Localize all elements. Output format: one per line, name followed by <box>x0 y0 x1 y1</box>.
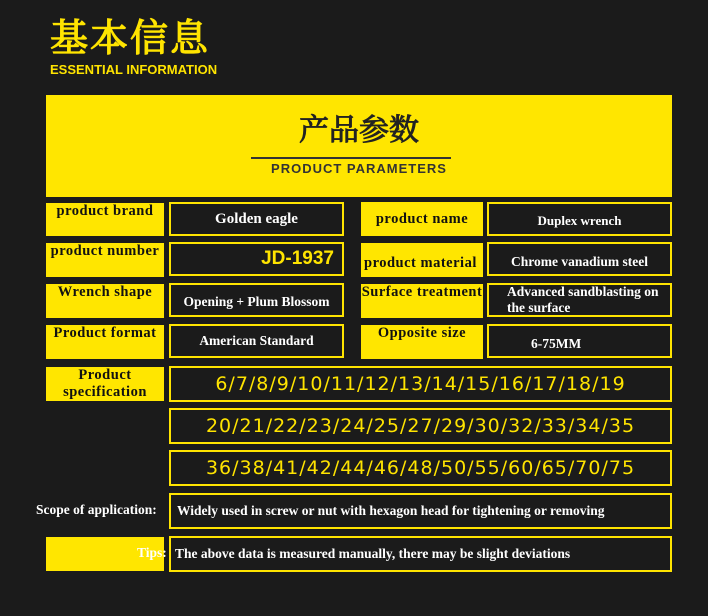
banner-title-cn: 产品参数 <box>299 113 419 148</box>
tips-label: Tips: <box>137 545 167 560</box>
spec-line-3: 36/38/41/42/44/46/48/50/55/60/65/70/75 <box>169 450 672 486</box>
scope-text: Widely used in screw or nut with hexagon head for tightening or removing <box>169 493 672 529</box>
label-product-brand: product brand <box>46 203 164 236</box>
section-title-en: ESSENTIAL INFORMATION <box>50 62 218 77</box>
label-product-specification: Product specification <box>46 367 164 401</box>
label-wrench-shape: Wrench shape <box>46 284 164 318</box>
section-title-cn: 基本信息 <box>50 16 211 60</box>
value-opposite-size: 6-75MM <box>487 324 672 358</box>
tips-text: The above data is measured manually, there may be slight deviations <box>169 536 672 572</box>
label-product-name: product name <box>361 202 483 236</box>
value-surface-treatment: Advanced sandblasting on the surface <box>487 283 672 317</box>
parameters-banner <box>46 95 672 197</box>
value-wrench-shape: Opening + Plum Blossom <box>169 283 344 317</box>
label-product-number: product number <box>46 243 164 277</box>
label-opposite-size: Opposite size <box>361 325 483 359</box>
value-product-number: JD-1937 <box>169 242 344 276</box>
spec-line-2: 20/21/22/23/24/25/27/29/30/32/33/34/35 <box>169 408 672 444</box>
banner-title-en: PRODUCT PARAMETERS <box>271 161 447 176</box>
label-product-format: Product format <box>46 325 164 359</box>
value-product-name: Duplex wrench <box>487 202 672 236</box>
value-product-brand: Golden eagle <box>169 202 344 236</box>
banner-divider <box>251 157 451 159</box>
value-product-material: Chrome vanadium steel <box>487 242 672 276</box>
value-product-format: American Standard <box>169 324 344 358</box>
label-product-material: product material <box>361 243 483 277</box>
label-surface-treatment: Surface treatment <box>361 284 483 318</box>
spec-line-1: 6/7/8/9/10/11/12/13/14/15/16/17/18/19 <box>169 366 672 402</box>
scope-label: Scope of application: <box>36 502 157 517</box>
